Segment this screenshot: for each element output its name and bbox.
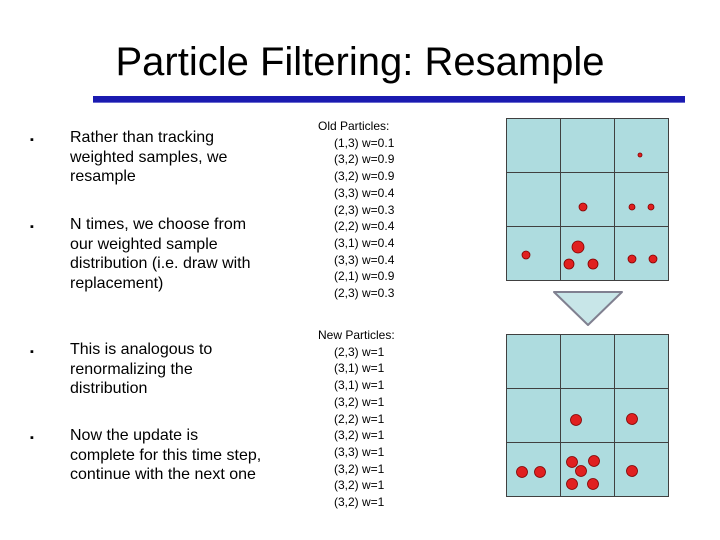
new-particle-item: (3,1) w=1 bbox=[334, 378, 385, 393]
old-particle-item: (2,1) w=0.9 bbox=[334, 269, 395, 284]
old-particle-item: (3,1) w=0.4 bbox=[334, 235, 395, 250]
particle-dot bbox=[588, 479, 599, 490]
new-particle-item: (3,2) w=1 bbox=[334, 461, 385, 476]
particle-dot bbox=[579, 203, 587, 211]
particle-dot bbox=[517, 467, 528, 478]
square-bullet-icon: ▪ bbox=[30, 346, 34, 358]
new-particle-item: (3,2) w=1 bbox=[334, 495, 385, 510]
slide-title: Particle Filtering: Resample bbox=[115, 40, 605, 84]
particle-dot bbox=[627, 414, 638, 425]
new-particle-item: (3,1) w=1 bbox=[334, 361, 385, 376]
square-bullet-icon: ▪ bbox=[30, 134, 34, 146]
particle-dot bbox=[649, 255, 657, 263]
bullet-text: This is analogous to renormalizing the distribution bbox=[70, 341, 213, 397]
particle-dot bbox=[589, 456, 600, 467]
bullet-text: N times, we choose from our weighted sample distribution (i.e. draw with replacement) bbox=[70, 216, 251, 292]
new-particle-item: (3,2) w=1 bbox=[334, 394, 385, 409]
particle-dot bbox=[567, 479, 578, 490]
old-particle-item: (3,3) w=0.4 bbox=[334, 185, 395, 200]
old-particle-item: (2,2) w=0.4 bbox=[334, 219, 395, 234]
particle-dot bbox=[567, 457, 578, 468]
title-underline bbox=[93, 96, 685, 103]
old-particle-item: (1,3) w=0.1 bbox=[334, 135, 395, 150]
new-particle-item: (2,2) w=1 bbox=[334, 411, 385, 426]
new-particles-grid bbox=[506, 334, 668, 497]
particle-dot bbox=[638, 153, 642, 157]
bullet-text: Rather than tracking weighted samples, we resample bbox=[70, 129, 228, 185]
particle-dot bbox=[628, 255, 636, 263]
new-particle-item: (2,3) w=1 bbox=[334, 344, 385, 359]
down-triangle-arrow-icon bbox=[553, 291, 623, 332]
old-particle-item: (2,3) w=0.3 bbox=[334, 286, 395, 301]
square-bullet-icon: ▪ bbox=[30, 221, 34, 233]
old-particles-header: Old Particles: bbox=[318, 119, 390, 133]
particle-dot bbox=[627, 466, 638, 477]
old-particles-list bbox=[318, 118, 394, 302]
particle-dot bbox=[629, 204, 635, 210]
old-grid-svg bbox=[506, 118, 669, 281]
new-particle-item: (3,2) w=1 bbox=[334, 478, 385, 493]
grid-background bbox=[507, 335, 669, 497]
particle-dot bbox=[564, 259, 574, 269]
particle-dot bbox=[588, 259, 598, 269]
particle-dot bbox=[535, 467, 546, 478]
new-particles-list bbox=[318, 327, 395, 511]
new-particle-item: (3,2) w=1 bbox=[334, 428, 385, 443]
new-particles-header: New Particles: bbox=[318, 328, 395, 342]
old-particle-item: (2,3) w=0.3 bbox=[334, 202, 395, 217]
particle-dot bbox=[648, 204, 654, 210]
old-particle-item: (3,2) w=0.9 bbox=[334, 152, 395, 167]
particle-dot bbox=[571, 415, 582, 426]
particle-dot bbox=[522, 251, 530, 259]
grid-background bbox=[507, 119, 669, 281]
bullet-text: Now the update is complete for this time step, continue with the next one bbox=[70, 427, 262, 483]
new-grid-svg bbox=[506, 334, 669, 497]
old-particles-grid bbox=[506, 118, 668, 281]
old-particle-item: (3,3) w=0.4 bbox=[334, 252, 395, 267]
new-particle-item: (3,3) w=1 bbox=[334, 444, 385, 459]
particle-dot bbox=[572, 241, 584, 253]
square-bullet-icon: ▪ bbox=[30, 432, 34, 444]
old-particle-item: (3,2) w=0.9 bbox=[334, 169, 395, 184]
particle-dot bbox=[576, 466, 587, 477]
